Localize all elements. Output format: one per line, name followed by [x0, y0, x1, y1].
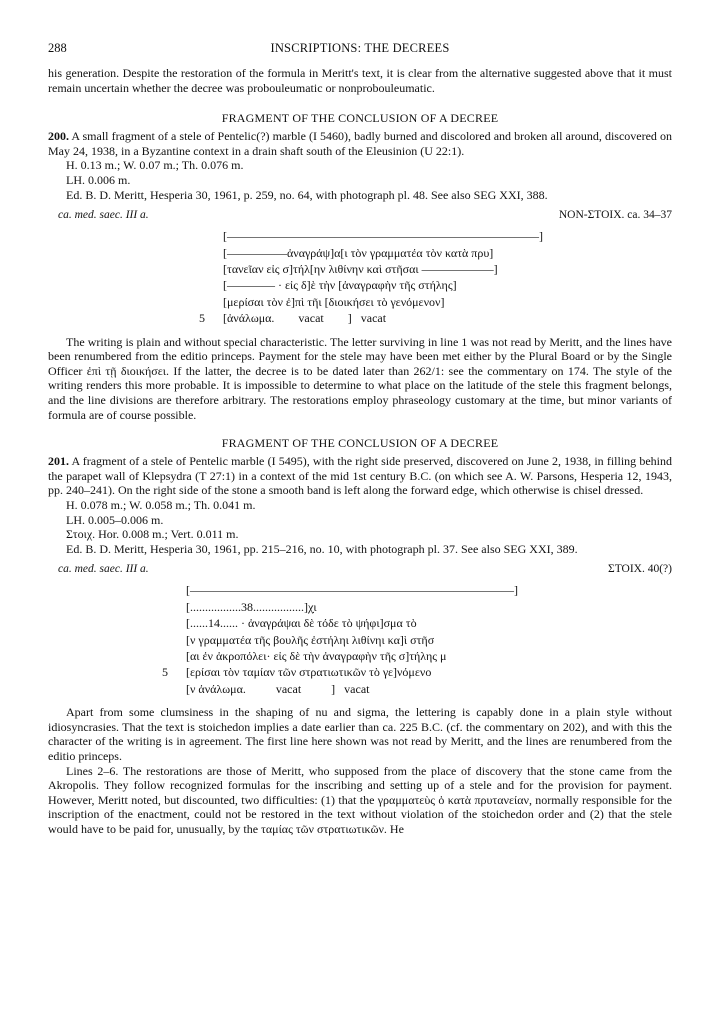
letter-height: LH. 0.006 m.: [66, 172, 131, 187]
section-heading-201: FRAGMENT OF THE CONCLUSION OF A DECREE: [221, 436, 499, 451]
entry-200: [48, 129, 672, 158]
inscription-201: [48, 582, 672, 697]
inscription-line: [——————————————————————————]: [223, 229, 543, 244]
dateline-201: [58, 562, 672, 576]
inscription-line: 5 [ἀνάλωμα. vacat ] vacat: [199, 311, 387, 326]
inscription-200: [48, 228, 672, 326]
entry-description: A fragment of a stele of Pentelic marble (I 5495), with the right side preserved, discovered on June 2, 1938, in filling behind the parapet wall of Klepsydra (T 27:1) in a context of the mid 1st century B.C. (on which see A. W. Parsons, Hesperia 12, 1943, pp. 240–241). On the right side of the stone a smooth band is left along the forward edge, which otherwise is chisel dressed.: [48, 454, 673, 498]
edition: Ed. B. D. Meritt, Hesperia 30, 1961, p. 259, no. 64, with photograph pl. 48. See also SEG XXI, 388.: [66, 187, 548, 202]
running-header: [48, 40, 672, 56]
entry-description: A small fragment of a stele of Pentelic(?) marble (I 5460), badly burned and discolored and broken all around, discovered on May 24, 1938, in a Byzantine context in a drain shaft south of the Eleusinion (U 22:1).: [48, 129, 673, 158]
document-page: [48, 40, 672, 837]
date: ca. med. saec. III a.: [58, 563, 149, 576]
stoich-measure: Στοιχ. Hor. 0.008 m.; Vert. 0.011 m.: [66, 527, 239, 542]
inscription-line: [......14...... · ἀναγράψαι δὲ τόδε τὸ ψήφι]σμα τὸ: [186, 616, 417, 631]
inscription-line: [.................38.................]χ̣ι: [186, 599, 317, 614]
running-title: INSCRIPTIONS: THE DECREES: [270, 41, 450, 55]
inscription-line: [αι ἐν ἀκροπόλει· εἰς δὲ τὴν ἀναγραφὴν τῆς σ]τήλης μ: [186, 648, 447, 663]
inscription-line: [μερίσαι τὸν ἐ]πὶ τῆι [διοικήσει τὸ γενόμενον]: [223, 294, 445, 309]
section-heading-200: FRAGMENT OF THE CONCLUSION OF A DECREE: [221, 111, 499, 126]
date: ca. med. saec. III a.: [58, 209, 149, 222]
dimensions: H. 0.078 m.; W. 0.058 m.; Th. 0.041 m.: [66, 497, 256, 512]
entry-number: 200.: [48, 129, 69, 144]
inscription-line: [ν γραμματέα τῆς βουλῆς ἐστήληι λιθίνηι κα]ὶ στῆσ: [186, 632, 435, 647]
inscription-line: [———— · εἰς δ]ὲ τὴν [ἀναγραφὴν τῆς στήλης]: [223, 278, 457, 293]
inscription-line: [τανεῖαν εἰς σ]τήλ[ην λιθίνην καὶ στῆσαι ——————]: [223, 261, 498, 276]
inscription-line: [———————————————————————————]: [186, 583, 518, 598]
page-number: 288: [48, 41, 67, 55]
inscription-line: [ν ἀνάλωμα. vacat ] vacat: [186, 681, 370, 696]
edition: Ed. B. D. Meritt, Hesperia 30, 1961, pp. 215–216, no. 10, with photograph pl. 37. See also SEG XXI, 389.: [66, 541, 578, 556]
stoichedon-style: NON-ΣΤΟΙΧ. ca. 34–37: [558, 209, 672, 222]
stoichedon-style: ΣΤΟΙΧ. 40(?): [608, 563, 672, 576]
commentary-201-a: Apart from some clumsiness in the shaping of nu and sigma, the lettering is capably done in a plain style without idiosyncrasies. That the text is stoichedon implies a date earlier than ca. 225 B.C. (cf. the commentary on 202), and with this the character of the writing is in agreement. The first line here shown was not read by Meritt, and the lines are renumbered from the editio princeps.: [48, 705, 672, 763]
intro-paragraph: his generation. Despite the restoration of the formula in Meritt's text, it is clear from the alternative suggested above that it must remain uncertain whether the decree was probouleumatic or nonprobouleumatic.: [48, 66, 672, 95]
inscription-line: 5 [ερίσαι τὸν ταμίαν τῶν στρατιωτικῶν τὸ γε]νόμενο: [162, 665, 432, 680]
commentary-201-b: Lines 2–6. The restorations are those of Meritt, who supposed from the place of discovery that the stone came from the Akropolis. They follow recognized formulas for the inscribing and setting up of a stele and for the provision for payment. However, Meritt noted, but discounted, two difficulties: (1) that the γραμματεὺς ὁ κατὰ πρυτανείαν, normally responsible for the inscription of the enactment, could not be restored in the text without violation of the stoichedon order and (2) that the stele would have to be paid for, unusually, by the ταμίας τῶν στρατιωτικῶν. He: [48, 763, 672, 836]
dimensions: H. 0.13 m.; W. 0.07 m.; Th. 0.076 m.: [66, 158, 244, 173]
dateline-200: [58, 208, 672, 222]
inscription-line: [—————ἀναγράψ]α[ι τὸν γραμματέα τὸν κατὰ πρυ]: [223, 245, 494, 260]
entry-number: 201.: [48, 454, 69, 469]
commentary-200: The writing is plain and without special characteristic. The letter surviving in line 1 was not read by Meritt, and the lines have been renumbered from the editio princeps. Payment for the stele may have been met either by the Plural Board or by the Single Officer ἐπὶ τῇ διοικήσει. If the latter, the decree is to be dated later than 262/1: see the commentary on 174. The style of the writing renders this more probable. It is impossible to determine to what place on the latitude of the stele this fragment belongs, and the line divisions are therefore arbitrary. The restorations employ phraseology customary at the time, but minor variants of formula are of course possible.: [48, 334, 672, 422]
letter-height: LH. 0.005–0.006 m.: [66, 512, 164, 527]
entry-201: [48, 454, 672, 498]
